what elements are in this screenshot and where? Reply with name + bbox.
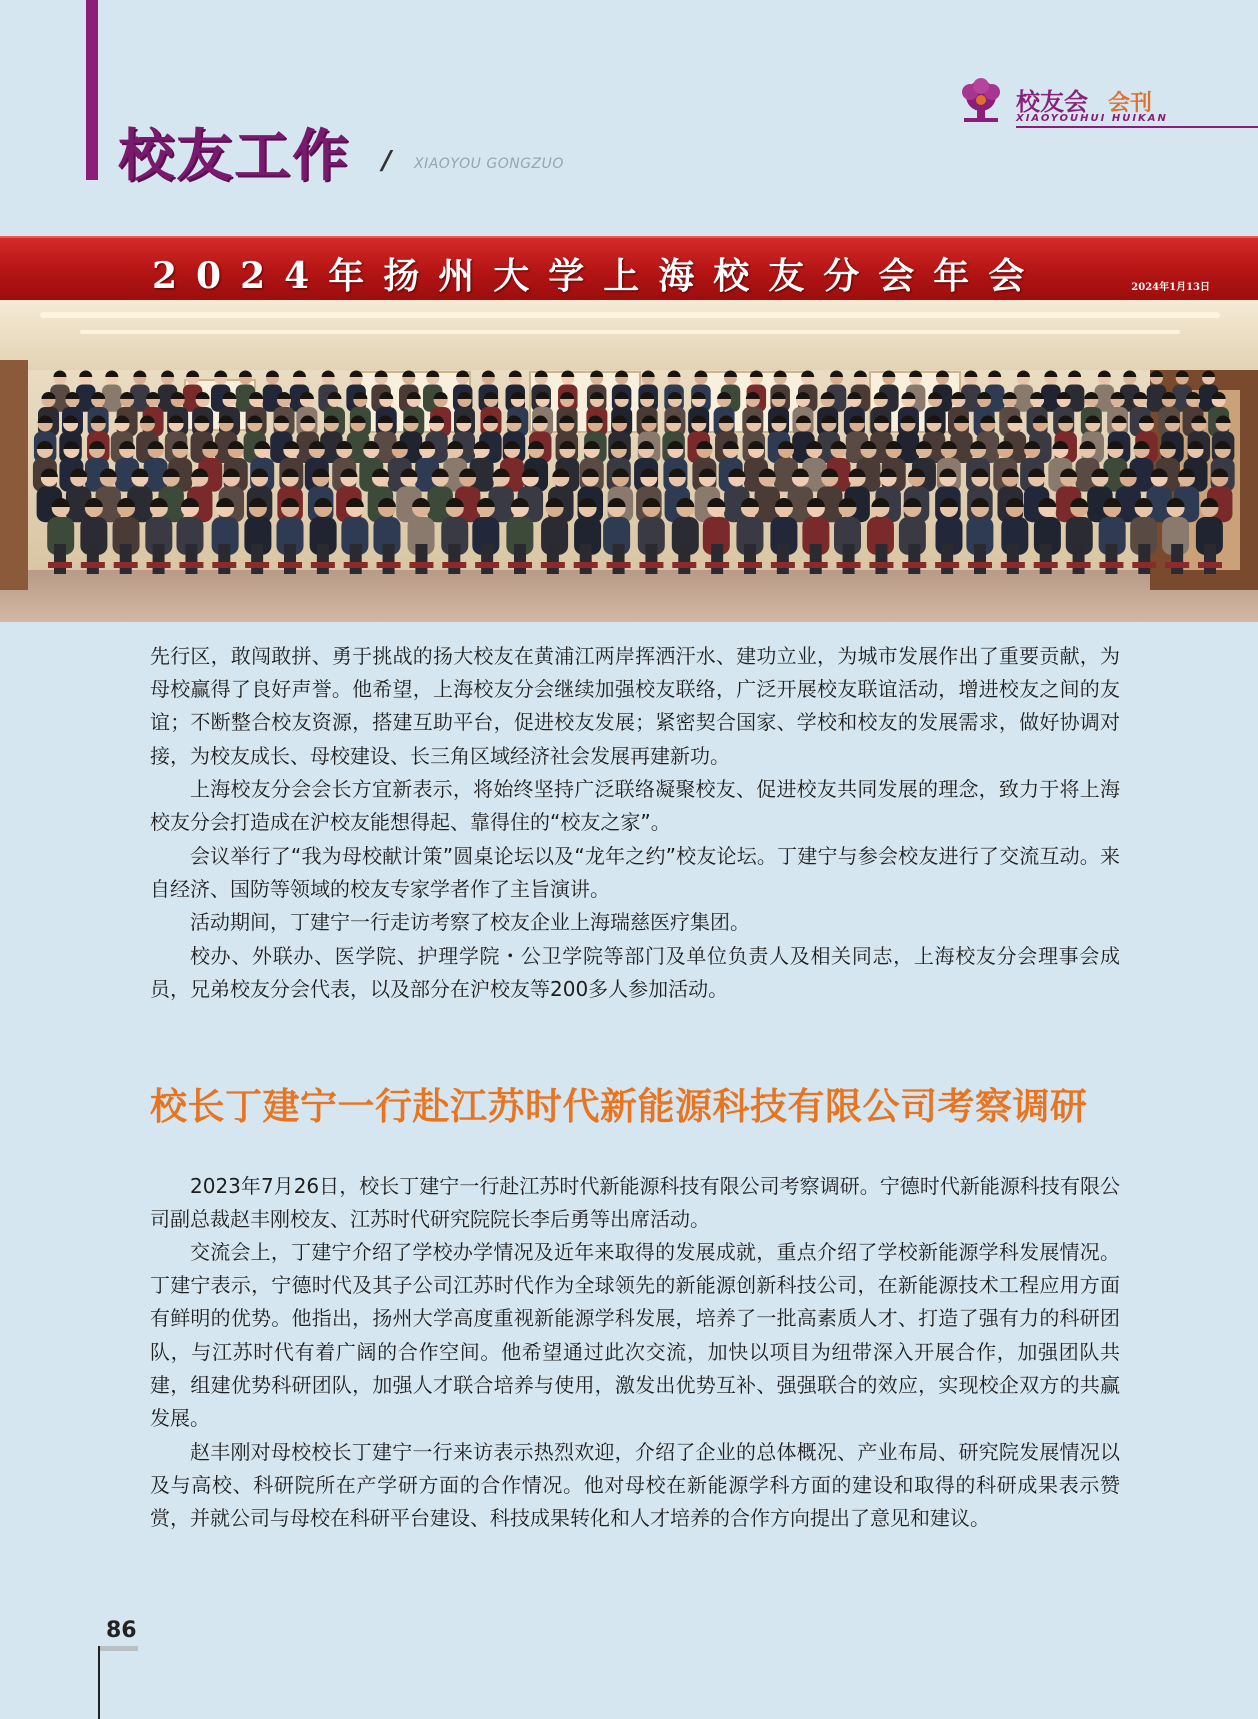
article1-paragraph-5: 校办、外联办、医学院、护理学院・公卫学院等部门及单位负责人及相关同志，上海校友分会理事会成员，兄弟校友分会代表，以及部分在沪校友等200多人参加活动。 xyxy=(150,944,1120,1002)
article1-paragraph-3: 会议举行了“我为母校献计策”圆桌论坛以及“龙年之约”校友论坛。丁建宁与参会校友进行了交流互动。来自经济、国防等领域的校友专家学者作了主旨演讲。 xyxy=(150,844,1120,902)
footer-rule-shadow xyxy=(100,1646,138,1651)
article2-paragraph-1: 2023年7月26日，校长丁建宁一行赴江苏时代新能源科技有限公司考察调研。宁德时代新能源科技有限公司副总裁赵丰刚校友、江苏时代研究院院长李后勇等出席活动。 xyxy=(150,1174,1120,1232)
section-pinyin: XIAOYOU GONGZUO xyxy=(414,156,564,172)
brand-pinyin: XIAOYOUHUI HUIKAN xyxy=(1016,113,1168,124)
banner-title: 2024年扬州大学上海校友分会年会 xyxy=(152,255,1044,297)
section-title: 校友工作 xyxy=(118,123,350,189)
section-accent-bar xyxy=(86,0,98,180)
alumni-association-logo-icon xyxy=(956,78,1006,126)
footer-vertical-rule xyxy=(98,1646,100,1719)
brand-name: 校友会 xyxy=(1016,87,1088,116)
article2-paragraph-2: 交流会上，丁建宁介绍了学校办学情况及近年来取得的发展成就，重点介绍了学校新能源学科发展情况。丁建宁表示，宁德时代及其子公司江苏时代作为全球领先的新能源创新科技公司，在新能源技术工程应用方面有鲜明的优势。他指出，扬州大学高度重视新能源学科发展，培养了一批高素质人才、打造了强有力的科研团队，与江苏时代有着广阔的合作空间。他希望通过此次交流，加快以项目为纽带深入开展合作，加强团队共建，组建优势科研团队，加强人才联合培养与使用，激发出优势互补、强强联合的效应，实现校企双方的共赢发展。 xyxy=(150,1240,1120,1431)
article1-paragraph-2: 上海校友分会会长方宜新表示，将始终坚持广泛联络凝聚校友、促进校友共同发展的理念，致力于将上海校友分会打造成在沪校友能想得起、靠得住的“校友之家”。 xyxy=(150,777,1120,835)
article1-paragraph-4: 活动期间，丁建宁一行走访考察了校友企业上海瑞慈医疗集团。 xyxy=(190,910,750,934)
article1-paragraph-1: 先行区，敢闯敢拼、勇于挑战的扬大校友在黄浦江两岸挥洒汗水、建功立业，为城市发展作出了重要贡献，为母校赢得了良好声誉。他希望，上海校友分会继续加强校友联络，广泛开展校友联谊活动，增进校友之间的友谊；不断整合校友资源，搭建互助平台，促进校友发展；紧密契合国家、学校和校友的发展需求，做好协调对接，为校友成长、母校建设、长三角区域经济社会发展再建新功。 xyxy=(150,644,1120,768)
magazine-brand xyxy=(956,78,1258,128)
group-photo-image xyxy=(0,300,1258,622)
brand-underline xyxy=(1016,126,1258,128)
event-banner xyxy=(0,236,1258,300)
banner-date: 2024年1月13日 xyxy=(1131,282,1210,293)
article2-paragraph-3: 赵丰刚对母校校长丁建宁一行来访表示热烈欢迎，介绍了企业的总体概况、产业布局、研究院发展情况以及与高校、科研院所在产学研方面的合作情况。他对母校在新能源学科方面的建设和取得的科研成果表示赞赏，并就公司与母校在科研平台建设、科技成果转化和人才培养的合作方向提出了意见和建议。 xyxy=(150,1440,1120,1531)
page-number: 86 xyxy=(106,1618,137,1643)
article2-title: 校长丁建宁一行赴江苏时代新能源科技有限公司考察调研 xyxy=(150,1084,1088,1128)
brand-subtitle: 会刊 xyxy=(1108,91,1153,116)
section-slash: / xyxy=(382,146,392,176)
